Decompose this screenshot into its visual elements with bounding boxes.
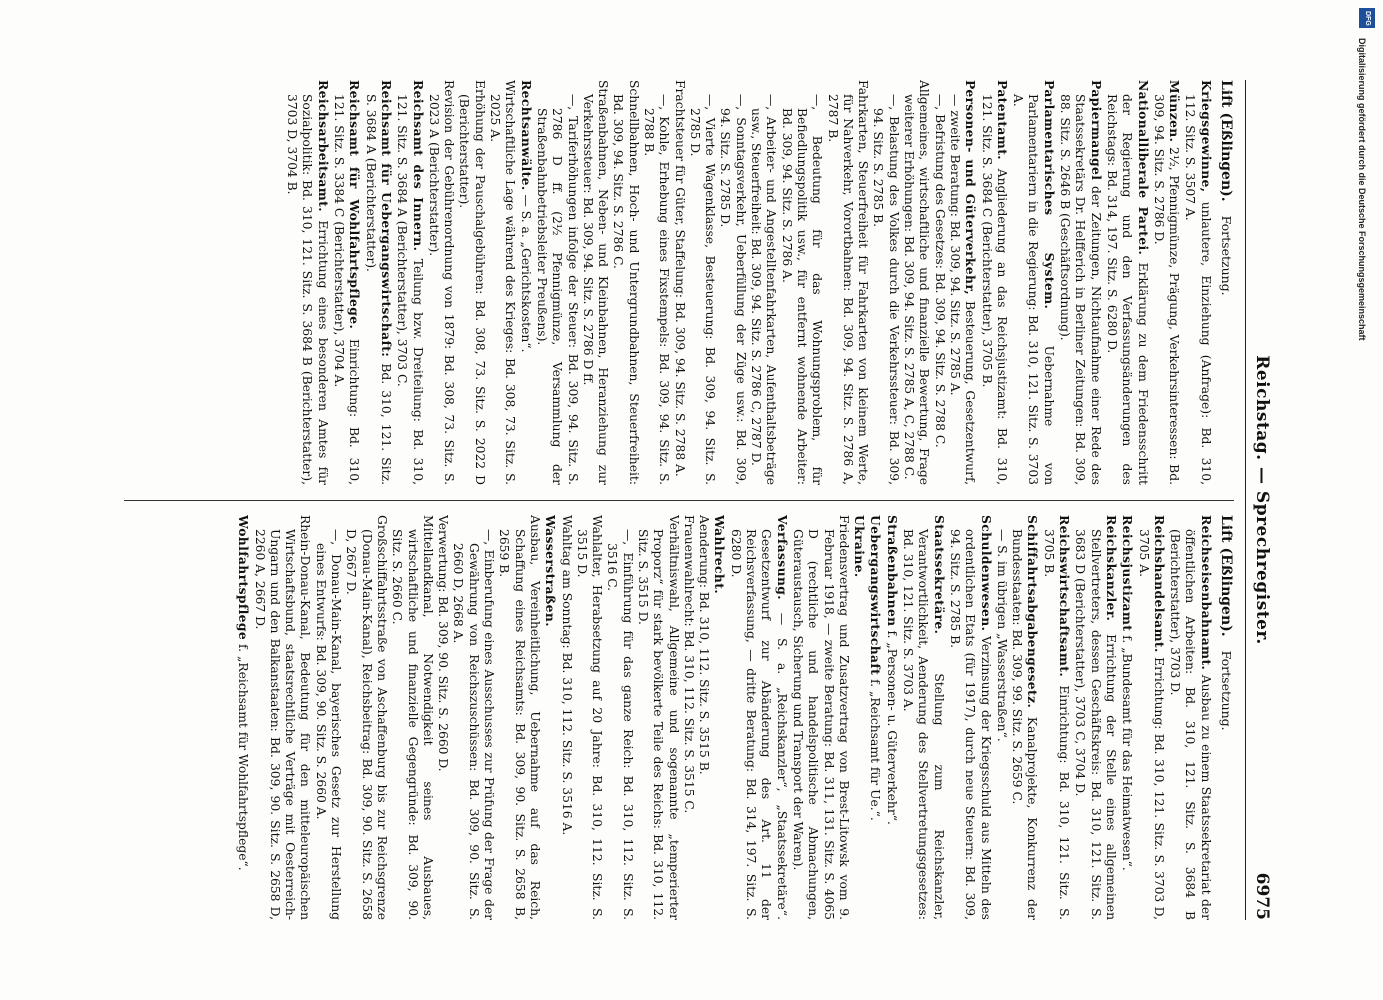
entry-text: Einrichtung: Bd. 310, 121. Sitz. S. 3384 C (Berichterstatter), 3704 A. bbox=[332, 94, 362, 485]
entry-text: —, Tariferhöhungen infolge der Steuer: Bd. 309, 94. Sitz. S. 2786 D ff. (2½ Pfennigmünze, Versammlung der Straßenbahnbetriebsleiter Preußens). bbox=[534, 94, 580, 485]
register-entry bbox=[610, 80, 641, 485]
entry-text: der Zeitungen, Nichtaufnahme einer Rede des Staatssekretärs Dr. Helfferich in Berliner Zeitungen: Bd. 309, 88. Sitz. S. 2646 B (Geschäftsordnung). bbox=[1058, 94, 1103, 485]
entry-text: Friedensvertrag und Zusatzvertrag von Brest-Litowsk vom 9. Februar 1918, — zweite Beratung: Bd. 311, 131. Sitz. S. 4065 D (rechtliche und handelspolitische Abmachungen, Güteraustausch, Sicherung und Transport der Waren). bbox=[790, 515, 851, 920]
register-entry bbox=[435, 515, 450, 920]
entry-keyword: Reichsamt für Uebergangswirtschaft: bbox=[378, 80, 394, 358]
left-head-keyword: Lift (Eßlingen). bbox=[1218, 80, 1234, 202]
register-entry bbox=[994, 515, 1009, 920]
left-entries-list bbox=[284, 80, 1214, 485]
register-entry bbox=[450, 515, 496, 920]
entry-text: Revision der Gebührenordnung von 1879: Bd. 308, 73. Sitz. S. 2023 A (Berichterstatter). bbox=[426, 80, 457, 485]
register-entry bbox=[900, 515, 947, 920]
register-entry bbox=[394, 80, 426, 485]
register-entry bbox=[978, 80, 1010, 485]
entry-text: —, Kohle, Erhebung eines Fixstempels: Bd. 309, 94. Sitz. S. 2788 B. bbox=[642, 94, 672, 485]
entry-text: Wahlalter, Herabsetzung auf 20 Jahre: Bd. 310, 112. Sitz. S. 3515 D. bbox=[574, 515, 605, 920]
register-entry bbox=[1040, 515, 1072, 920]
digitization-note bbox=[1359, 8, 1375, 608]
register-entry bbox=[671, 80, 686, 485]
entry-text: Errichtung der Stelle eines allgemeinen Stellvertreters, dessen Geschäftskreis: Bd. 310, 121. Sitz. S. 3683 D (Berichterstatter), 3703 C, 3704 D. bbox=[1073, 529, 1118, 920]
entry-keyword: Reichseisenbahnamt. bbox=[1198, 515, 1214, 671]
entry-keyword: Wohlfahrtspflege bbox=[236, 515, 252, 641]
entry-keyword: Reichsarbeitsamt. bbox=[315, 80, 331, 212]
entry-text: Fahrkarten, Steuerfreiheit für Fahrkarten von kleinem Werte, für Nahverkehr, Vorortbahnen: Bd. 309, 94. Sitz. S. 2786 A, 2787 B. bbox=[825, 80, 871, 485]
entry-keyword: Papiermangel bbox=[1088, 80, 1104, 181]
register-entry bbox=[542, 515, 558, 920]
entry-text: Verhältniswahl, Allgemeine und sogenannte „temperierter Proporz“ für stark bevölkerte Teile des Reichs: Bd. 310, 112. Sitz. S. 3515 D. bbox=[636, 515, 681, 920]
register-entry bbox=[604, 515, 635, 920]
entry-text: f. „Personen- u. Güterverkehr“. bbox=[884, 630, 899, 825]
entry-text: Aenderung: Bd. 310, 112. Sitz. S. 3515 B. bbox=[697, 515, 712, 775]
entry-text: —, Sonntagsverkehr, Ueberfüllung der Züge usw.: Bd. 309, 94. Sitz. S. 2785 D. bbox=[718, 94, 748, 485]
entry-text: — S. a. „Gerichtskosten“. bbox=[518, 194, 533, 353]
entry-text: 2½, Pfennigmünze, Prägung, Verkehrsinteressen: Bd. 309, 94. Sitz. S. 2786 D. bbox=[1151, 94, 1182, 485]
entry-text: Wirtschaftliche Lage während des Krieges: Bd. 308, 73. Sitz. S. 2025 A. bbox=[488, 80, 518, 485]
entry-text: Erklärung zu dem Friedensschritt der Regierung und den Verfassungsänderungen des Reichstags: Bd. 314, 197. Sitz. S. 6280 D. bbox=[1104, 94, 1150, 485]
entry-keyword: Uebergangswirtschaft bbox=[868, 515, 884, 676]
register-entry bbox=[947, 80, 979, 485]
entry-keyword: Ukraine. bbox=[852, 515, 868, 578]
entry-text: Straßenbahnen, Neben- und Kleinbahnen, Heranziehung zur Verkehrssteuer: Bd. 309, 94. Sitz. S. 2786 D ff. bbox=[580, 80, 611, 485]
register-entry bbox=[947, 515, 994, 920]
entry-text: —, Einführung für das ganze Reich: Bd. 310, 112. Sitz. S. 3516 C. bbox=[605, 529, 635, 920]
entry-keyword: Personen- und Güterverkehr, bbox=[963, 80, 979, 296]
register-entry bbox=[931, 80, 946, 485]
entry-text: Stellung zum Reichskanzler, Verantwortlichkeit, Aenderung des Stellvertretungsgesetzes: Bd. 310, 121. Sitz. S. 3703 A. bbox=[901, 529, 946, 920]
entry-text: Besteuerung, Gesetzentwurf, — zweite Beratung: Bd. 309, 94. Sitz. S. 2785 A. bbox=[947, 94, 978, 485]
page-number: 6975 bbox=[1252, 872, 1272, 920]
entry-text: —, Vierte Wagenklasse, Besteuerung: Bd. 309, 94. Sitz. S. 2785 D. bbox=[687, 94, 718, 485]
register-entry bbox=[1135, 515, 1167, 920]
register-entry bbox=[496, 515, 542, 920]
entry-keyword: Rechtsanwälte. bbox=[518, 80, 534, 191]
left-column bbox=[114, 80, 1234, 485]
register-entry bbox=[867, 515, 883, 920]
register-entry bbox=[790, 515, 851, 920]
register-entry bbox=[534, 80, 580, 485]
entry-keyword: Kriegsgewinne, bbox=[1198, 80, 1214, 193]
entry-text: Erhöhung der Pauschalgebühren: Bd. 308, 73. Sitz. S. 2022 D (Berichterstatter). bbox=[457, 80, 487, 485]
entry-text: —, Einberufung eines Ausschusses zur Prüfung der Frage der Gewährung von Reichszuschüssen: Bd. 309, 90. Sitz. S. 2660 D, 2668 A. bbox=[451, 529, 497, 920]
entry-text: Frauenwahlrecht: Bd. 310, 112. Sitz. S. 3515 C. bbox=[681, 515, 696, 814]
left-column-head bbox=[1218, 80, 1234, 485]
register-entry bbox=[251, 515, 312, 920]
dfg-logo-icon: DFG bbox=[1359, 8, 1375, 28]
register-entry bbox=[312, 515, 343, 920]
entry-text: Großschiffahrtsstraße von Aschaffenburg bis zur Reichsgrenze (Donau-Main-Kanal), Reichsbeitrag: Bd. 309, 90. Sitz. S. 2658 D, 2667 D. bbox=[344, 515, 389, 920]
register-entry bbox=[487, 80, 518, 485]
entry-text: Frachtsteuer für Güter, Staffelung: Bd. 309, 94. Sitz. S. 2788 A. bbox=[672, 80, 687, 477]
register-entry bbox=[331, 80, 363, 485]
entry-text: Ausbau zu einem Staatssekretariat der öffentlichen Arbeiten: Bd. 310, 121. Sitz. S. 3684 B (Berichterstatter), 3703 D. bbox=[1168, 529, 1213, 920]
register-entry bbox=[362, 80, 394, 485]
register-entry bbox=[778, 80, 824, 485]
entry-text: — S. a. „Reichskanzler“, „Staatssekretäre“. Gesetzentwurf zur Abänderung des Art. 11 der Reichsverfassung, — dritte Beratung: Bd. 314, 197. Sitz. S. 6280 D. bbox=[728, 529, 789, 920]
entry-text: Mittellandkanal, Notwendigkeit seines Ausbaues, wirtschaftliche und finanzielle Gegengründe: Bd. 309, 90. Sitz. S. 2660 C. bbox=[390, 515, 435, 920]
right-column bbox=[114, 515, 1234, 920]
entry-text: Kanalprojekte, Konkurrenz der Bundesstaaten: Bd. 309, 99. Sitz. S. 2659 C. bbox=[1010, 529, 1040, 920]
entry-keyword: Reichskanzler. bbox=[1103, 515, 1119, 622]
entry-keyword: Straßenbahnen bbox=[884, 515, 900, 627]
right-head-continuation: Fortsetzung. bbox=[1219, 650, 1234, 731]
register-entry bbox=[456, 80, 487, 485]
register-entry bbox=[687, 80, 718, 485]
register-entry bbox=[696, 515, 711, 920]
entry-text: Angliederung an das Reichsjustizamt: Bd. 310, 121. Sitz. S. 3684 C (Berichterstatter), 3705 B. bbox=[979, 94, 1009, 485]
register-entry bbox=[711, 515, 727, 920]
register-entry bbox=[1119, 515, 1135, 920]
entry-keyword: Wasserstraßen. bbox=[543, 515, 559, 627]
register-entry bbox=[389, 515, 435, 920]
digitization-note-text: Digitalisierung gefördert durch die Deutsche Forschungsgemeinschaft bbox=[1357, 38, 1367, 341]
entry-text: Verzinsung der Kriegsschuld aus Mitteln des ordentlichen Etats (für 1917), durch neue Steuern: Bd. 309, 94. Sitz. S. 2785 B. bbox=[947, 529, 993, 920]
entry-text: Teilung bzw. Dreiteilung: Bd. 310, 121. Sitz. S. 3684 A (Berichterstatter), 3703 C. bbox=[395, 94, 425, 485]
entry-text: —, Belastung des Volkes durch die Verkehrssteuer: Bd. 309, 94. Sitz. S. 2785 B. bbox=[871, 94, 901, 485]
column-divider bbox=[124, 500, 1234, 501]
register-entry bbox=[517, 80, 533, 485]
register-entry bbox=[1010, 80, 1057, 485]
register-entry bbox=[426, 80, 457, 485]
entry-keyword: Reichshandelsamt. bbox=[1151, 515, 1167, 653]
register-entry bbox=[1182, 80, 1214, 485]
register-entry bbox=[1104, 80, 1151, 485]
entry-text: —, Donau-Main-Kanal, bayerisches Gesetz zur Herstellung eines Entwurfs: Bd. 309, 90. Sitz. S. 2660 A. bbox=[313, 529, 344, 920]
entry-keyword: Nationalliberale Partei. bbox=[1135, 80, 1151, 256]
entry-text: f. „Reichsamt für Wohlfahrtspflege“. bbox=[236, 644, 251, 871]
register-entry bbox=[1072, 515, 1119, 920]
register-entry bbox=[901, 80, 932, 485]
register-entry bbox=[580, 80, 611, 485]
rotated-document bbox=[62, 50, 1322, 950]
entry-keyword: Reichsjustizamt bbox=[1120, 515, 1136, 632]
entry-keyword: Schuldenwesen. bbox=[978, 515, 994, 632]
entry-text: —, Bedeutung für das Wohnungsproblem, für Befiedlungspolitik usw., für entfernt wohnende Arbeiter: Bd. 309, 94. Sitz. S. 2786 A. bbox=[779, 94, 825, 485]
entry-text: Errichtung: Bd. 310, 121. Sitz. S. 3703 D, 3705 A. bbox=[1136, 529, 1166, 920]
register-entry bbox=[1009, 515, 1041, 920]
entry-text: Allgemeines, wirtschaftliche und finanzielle Bewertung, Frage weiterer Erhöhungen: Bd. 309, 94. Sitz. S. 2785 A, C, 2788 C. bbox=[902, 80, 932, 485]
entry-text: Errichtung eines besonderen Amtes für Sozialpolitik: Bd. 310, 121. Sitz. S. 3684 B (Berichterstatter), 3703 D, 3704 B. bbox=[285, 94, 330, 485]
register-entry bbox=[728, 515, 790, 920]
register-entry bbox=[235, 515, 251, 920]
entry-text: —, Befristung des Gesetzes: Bd. 309, 94. Sitz. S. 2788 C. bbox=[932, 94, 947, 448]
right-head-keyword: Lift (Eßlingen). bbox=[1218, 515, 1234, 637]
entry-text: Wahltag am Sonntag: Bd. 310, 112. Sitz. S. 3516 A. bbox=[559, 515, 574, 836]
register-entry bbox=[824, 80, 870, 485]
register-entry bbox=[284, 80, 331, 485]
entry-text: unlautere, Einziehung (Anfrage): Bd. 310, 112. Sitz. S. 3507 A. bbox=[1183, 94, 1213, 485]
register-entry bbox=[883, 515, 899, 920]
register-entry bbox=[635, 515, 681, 920]
entry-text: Verwertung: Bd. 309, 90. Sitz. S. 2660 D. bbox=[436, 515, 451, 772]
entry-text: Bd. 310, 121. Sitz. S. 3684 A (Berichterstatter). bbox=[363, 94, 393, 485]
register-entry bbox=[641, 80, 672, 485]
entry-keyword: Staatssekretäre. bbox=[931, 515, 947, 635]
register-entry bbox=[1151, 80, 1183, 485]
right-entries-list bbox=[235, 515, 1214, 920]
entry-text: Rhein-Donau-Kanal, Bedeutung für den mitteleuropäischen Wirtschaftsbund, staatsrechtliche Verträge mit Oesterreich-Ungarn und den Balkanstaaten: Bd. 309, 90. Sitz. S. 2658 D, 2260 A, 2667 D. bbox=[252, 515, 313, 920]
entry-keyword: Reichsamt für Wohlfahrtspflege. bbox=[347, 80, 363, 330]
entry-text: f. „Bundesamt für das Heimatwesen“. bbox=[1120, 635, 1135, 871]
entry-keyword: Reichswirtschaftsamt. bbox=[1057, 515, 1073, 678]
entry-keyword: Münzen. bbox=[1167, 80, 1183, 143]
entry-text: Ausbau, Vereinheitlichung, Uebernahme auf das Reich, Schaffung eines Reichsamts: Bd. 309, 90. Sitz. S. 2658 B, 2659 B. bbox=[497, 515, 542, 920]
entry-text: Schnellbahnen, Hoch- und Untergrundbahnen, Steuerfreiheit: Bd. 309, 94. Sitz. S. 2786 C. bbox=[611, 80, 641, 485]
entry-keyword: Verfassung. bbox=[774, 515, 790, 600]
register-entry bbox=[558, 515, 573, 920]
entry-text: f. „Reichsamt für Ue.“. bbox=[868, 679, 883, 821]
entry-keyword: Parlamentarisches System. bbox=[1041, 80, 1057, 310]
register-entry bbox=[717, 80, 748, 485]
register-entry bbox=[870, 80, 901, 485]
entry-keyword: Reichsamt des Innern. bbox=[410, 80, 426, 252]
entry-text: — S. im übrigen „Wasserstraßen“. bbox=[994, 529, 1009, 742]
left-head-continuation: Fortsetzung. bbox=[1219, 215, 1234, 296]
entry-keyword: Patentamt. bbox=[994, 80, 1010, 160]
entry-keyword: Schiffahrtsabgabengesetz. bbox=[1025, 515, 1041, 709]
register-entry bbox=[748, 80, 779, 485]
entry-text: Uebernahme von Parlamentariern in die Regierung: Bd. 310, 121. Sitz. S. 3703 A. bbox=[1011, 94, 1056, 485]
register-entry bbox=[343, 515, 389, 920]
register-entry bbox=[851, 515, 867, 920]
register-entry bbox=[1167, 515, 1214, 920]
running-head bbox=[1245, 80, 1272, 920]
right-column-head bbox=[1218, 515, 1234, 920]
page-title: Reichstag. — Sprechregister. bbox=[1252, 355, 1272, 645]
entry-text: —, Arbeiter- und Angestelltenfahrkarten, Aufenthaltsbeträge usw., Steuerfreiheit: Bd. 309, 94. Sitz. S. 2786 C, 2787 D. bbox=[749, 94, 779, 485]
entry-keyword: Wahlrecht. bbox=[712, 515, 728, 595]
register-entry bbox=[681, 515, 696, 920]
register-entry bbox=[1057, 80, 1104, 485]
entry-text: Einrichtung: Bd. 310, 121. Sitz. S. 3705 B. bbox=[1041, 529, 1072, 920]
register-entry bbox=[574, 515, 605, 920]
